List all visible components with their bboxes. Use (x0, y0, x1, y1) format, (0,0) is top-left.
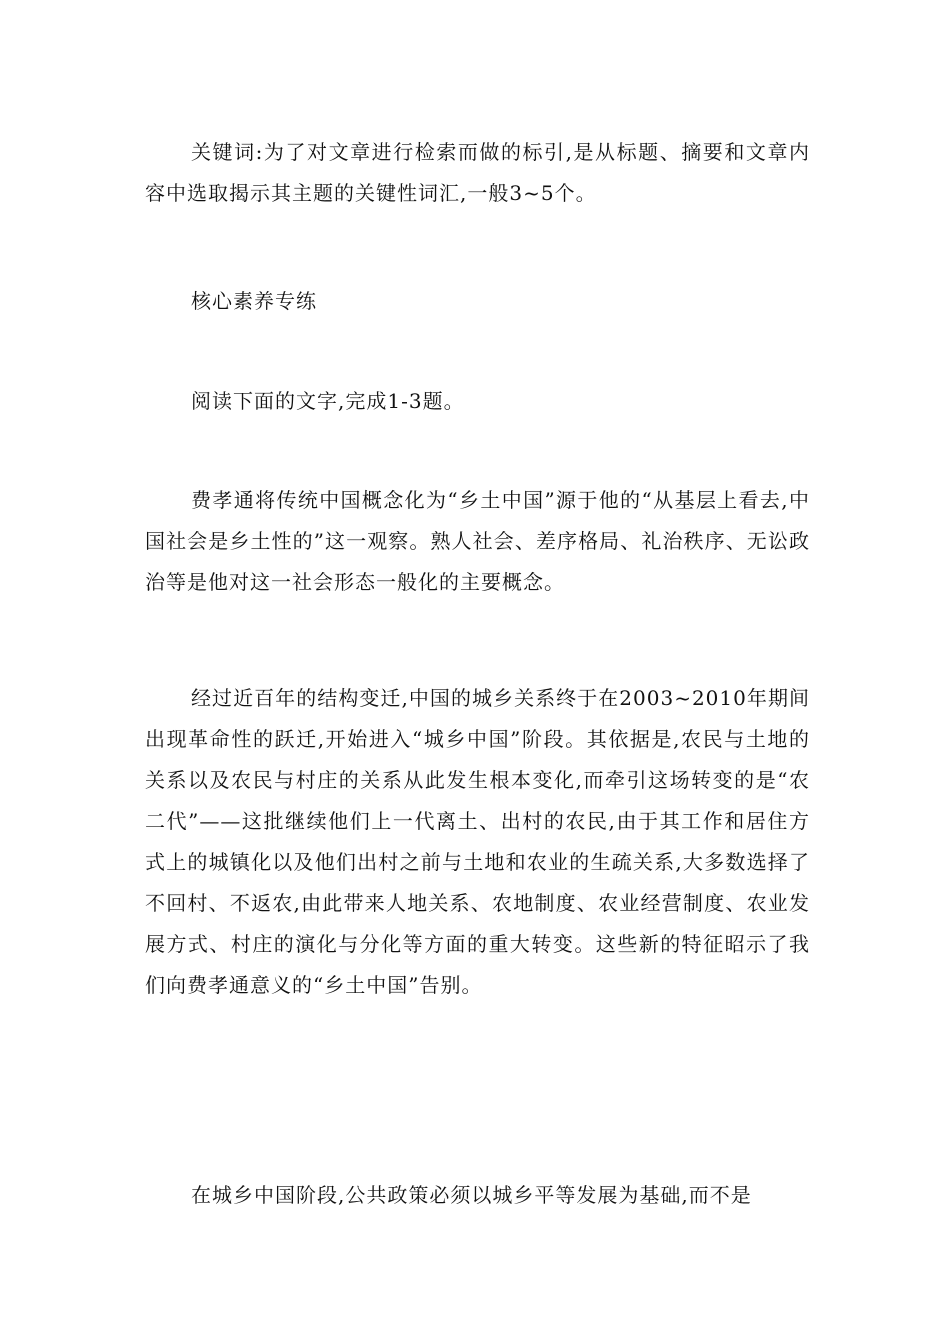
keywords-paragraph: 关键词:为了对文章进行检索而做的标引,是从标题、摘要和文章内容中选取揭示其主题的关键性词汇,一般3~5个。 (145, 140, 810, 205)
body-paragraph-1: 费孝通将传统中国概念化为“乡土中国”源于他的“从基层上看去,中国社会是乡土性的”这一观察。熟人社会、差序格局、礼治秩序、无讼政治等是他对这一社会形态一般化的主要概念。 (145, 488, 810, 594)
reading-instruction: 阅读下面的文字,完成1-3题。 (191, 389, 465, 413)
section-heading: 核心素养专练 (191, 289, 317, 313)
body-paragraph-3: 在城乡中国阶段,公共政策必须以城乡平等发展为基础,而不是 (191, 1183, 752, 1207)
body-paragraph-2: 经过近百年的结构变迁,中国的城乡关系终于在2003~2010年期间出现革命性的跃迁,开始进入“城乡中国”阶段。其依据是,农民与土地的关系以及农民与村庄的关系从此发生根本变化,而牵引这场转变的是“农二代”——这批继续他们上一代离土、出村的农民,由于其工作和居住方式上的城镇化以及他们出村之前与土地和农业的生疏关系,大多数选择了不回村、不返农,由此带来人地关系、农地制度、农业经营制度、农业发展方式、村庄的演化与分化等方面的重大转变。这些新的特征昭示了我们向费孝通意义的“乡土中国”告别。 (145, 686, 810, 997)
